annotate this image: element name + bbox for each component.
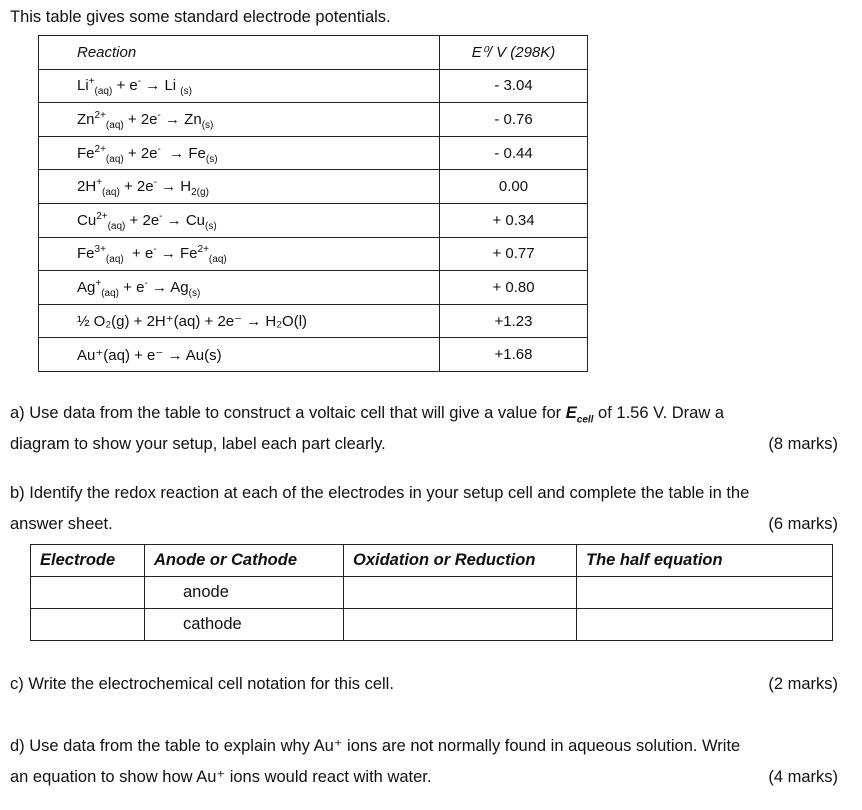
question-d-line1: d) Use data from the table to explain why Au⁺ ions are not normally found in aqueous solution. Write [10,737,741,755]
answer-header-ox-red: Oxidation or Reduction [344,545,577,577]
question-a [10,398,838,460]
potential-cell: - 3.04 [440,69,588,103]
question-c [10,669,838,700]
header-reaction: Reaction [39,36,440,70]
potential-cell: - 0.76 [440,103,588,137]
ecell-subscript: cell [576,414,594,426]
potential-cell: + 0.80 [440,271,588,305]
reaction-cell: $2H^+_{(aq)} + 2e^- \to H_{2(g)}$ [39,170,440,204]
potential-cell: - 0.44 [440,136,588,170]
answer-header-half-equation: The half equation [577,545,833,577]
question-c-marks: (2 marks) [768,675,838,693]
reaction-cell: $Cu^{2+}_{(aq)} + 2e^- \to Cu_{(s)}$ [39,203,440,237]
question-d-line2: an equation to show how Au⁺ ions would react with water. [10,768,432,786]
potential-cell: +1.23 [440,304,588,338]
potential-cell: 0.00 [440,170,588,204]
question-b [10,478,838,540]
table-row [39,103,588,137]
answer-cell-electrode[interactable] [31,577,145,609]
potential-cell: + 0.77 [440,237,588,271]
question-d-marks: (4 marks) [768,768,838,786]
potential-cell: + 0.34 [440,203,588,237]
table-row [39,203,588,237]
answer-row [31,609,833,641]
reaction-cell: $Zn^{2+}_{(aq)} + 2e^- \to Zn_{(s)}$ [39,103,440,137]
answer-header-row [31,545,833,577]
question-d [10,731,838,793]
question-b-line2: answer sheet. [10,515,113,533]
reaction-cell: $Li^+_{(aq)} + e^- \to Li$ $_{(s)}$ [39,69,440,103]
question-a-marks: (8 marks) [768,435,838,453]
table-row [39,304,588,338]
question-a-suffix: of 1.56 V. Draw a [593,404,725,422]
table-row [39,271,588,305]
ecell-symbol: E [565,404,577,422]
answer-cell-half-equation[interactable] [577,609,833,641]
answer-cell-anode: anode [145,577,344,609]
answer-table [30,544,833,641]
table-row [39,170,588,204]
answer-cell-electrode[interactable] [31,609,145,641]
question-a-line2: diagram to show your setup, label each part clearly. [10,435,386,453]
question-a-prefix: a) Use data from the table to construct a voltaic cell that will give a value for [10,404,566,422]
question-c-text: c) Write the electrochemical cell notation for this cell. [10,675,394,693]
table-row [39,237,588,271]
answer-row [31,577,833,609]
table-row [39,69,588,103]
reaction-cell: ½ O₂(g) + 2H⁺(aq) + 2e⁻ → H₂O(l) [39,304,440,338]
table-header-row [39,36,588,70]
table-row [39,338,588,372]
reaction-cell: $Fe^{2+}_{(aq)} + 2e^- \to Fe_{(s)}$ [39,136,440,170]
answer-header-electrode: Electrode [31,545,145,577]
answer-header-anode-cathode: Anode or Cathode [145,545,344,577]
header-potential: E⁰/ V (298K) [440,36,588,70]
answer-cell-ox-red[interactable] [344,577,577,609]
answer-cell-ox-red[interactable] [344,609,577,641]
potential-cell: +1.68 [440,338,588,372]
question-b-line1: b) Identify the redox reaction at each of the electrodes in your setup cell and complete the table in the [10,484,750,502]
reaction-cell: $Ag^+_{(aq)} + e^- \to Ag_{(s)}$ [39,271,440,305]
answer-cell-half-equation[interactable] [577,577,833,609]
electrode-potential-table [38,35,588,372]
answer-cell-cathode: cathode [145,609,344,641]
reaction-cell: Au⁺(aq) + e⁻ → Au(s) [39,338,440,372]
table-row [39,136,588,170]
intro-text: This table gives some standard electrode potentials. [10,8,391,26]
question-b-marks: (6 marks) [768,515,838,533]
reaction-cell: $Fe^{3+}_{(aq)} + e^- \to Fe^{2+}_{(aq)}$ [39,237,440,271]
